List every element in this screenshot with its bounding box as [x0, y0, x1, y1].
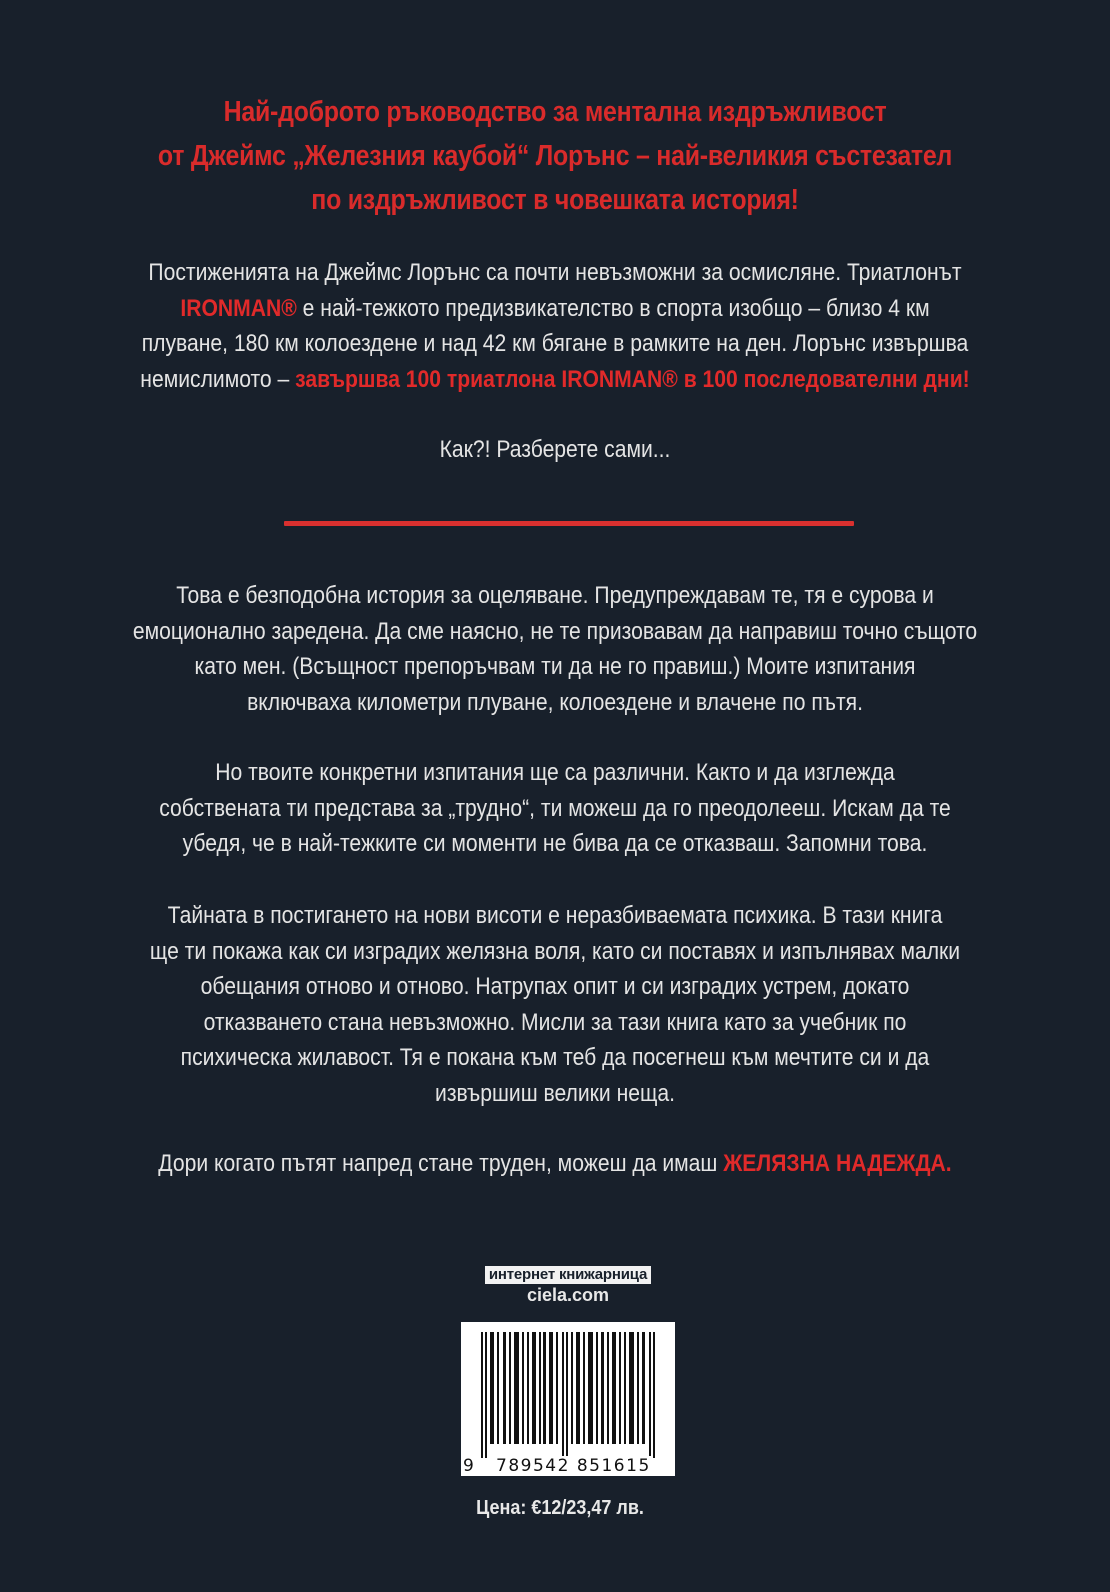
ironman-brand: IRONMAN® — [180, 294, 297, 322]
intro-paragraph — [40, 255, 1070, 397]
paragraph-line: включваха километри плуване, колоездене и влачене по пътя. — [247, 688, 863, 716]
isbn-barcode — [461, 1322, 675, 1476]
closing-text: Дори когато пътят напред стане труден, можеш да имаш — [158, 1150, 724, 1177]
intro-highlight: завършва 100 триатлона IRONMAN® в 100 последователни дни! — [295, 365, 970, 393]
headline — [129, 90, 980, 222]
quote-paragraph-3 — [40, 898, 1070, 1111]
paragraph-line: психическа жилавост. Тя е покана към теб да посегнеш към мечтите си и да — [180, 1044, 930, 1071]
paragraph-line — [102, 1146, 1008, 1182]
teaser-line — [40, 432, 1070, 468]
paragraph-line: обещания отново и отново. Натрупах опит и си изградих устрем, докато — [200, 973, 910, 1000]
paragraph-line: собствената ти представа за „трудно“, ти можеш да го преодолееш. Искам да те — [159, 794, 951, 822]
headline-line: от Джеймс „Железния каубой“ Лорънс – най-великия състезател — [157, 140, 953, 172]
isbn-prefix: 9 — [463, 1456, 476, 1476]
closing-highlight: ЖЕЛЯЗНА НАДЕЖДА. — [723, 1150, 952, 1177]
intro-line — [102, 291, 1008, 327]
quote-paragraph-2 — [40, 755, 1070, 862]
bookstore-site: ciela.com — [526, 1285, 610, 1305]
paragraph-line: Но твоите конкретни изпитания ще са различни. Както и да изглежда — [215, 759, 895, 786]
intro-text: е най-тежкото предизвикателство в спорта изобщо – близо 4 км — [296, 294, 930, 322]
bookstore-label — [468, 1266, 668, 1306]
headline-line: по издръжливост в човешката история! — [311, 184, 799, 216]
paragraph-line: ще ти покажа как си изградих желязна воля, като си поставях и изпълнявах малки — [149, 937, 961, 965]
paragraph-line: извършиш велики неща. — [435, 1079, 675, 1107]
teaser-text: Как?! Разберете сами... — [439, 436, 671, 463]
isbn-group-1: 789542 — [496, 1456, 570, 1476]
paragraph-line: емоционално заредена. Да сме наясно, не те призовавам да направиш точно същото — [132, 617, 978, 645]
paragraph-line: отказването стана невъзможно. Мисли за тази книга като за учебник по — [203, 1008, 907, 1036]
intro-line: Постиженията на Джеймс Лорънс са почти невъзможни за осмисляне. Триатлонът — [148, 259, 962, 286]
isbn-number — [463, 1456, 673, 1476]
paragraph-line: Това е безподобна история за оцеляване. Предупреждавам те, тя е сурова и — [176, 582, 934, 609]
paragraph-line: Тайната в постигането на нови висоти е неразбиваемата психика. В тази книга — [167, 902, 943, 929]
intro-line — [102, 362, 1008, 398]
closing-line — [40, 1146, 1070, 1182]
intro-text: немислимото – — [140, 365, 296, 393]
red-divider — [284, 521, 854, 526]
headline-line: Най-доброто ръководство за ментална издръжливост — [223, 96, 887, 128]
quote-paragraph-1 — [40, 578, 1070, 720]
bookstore-tag: интернет книжарница — [485, 1266, 651, 1284]
paragraph-line: като мен. (Всъщност препоръчвам ти да не го правиш.) Моите изпитания — [194, 653, 916, 680]
barcode-icon — [481, 1332, 657, 1458]
price-label: Цена: €12/23,47 лв. — [476, 1497, 644, 1519]
paragraph-line: убедя, че в най-тежките си моменти не бива да се отказваш. Запомни това. — [182, 830, 928, 857]
intro-line: плуване, 180 км колоездене и над 42 км бягане в рамките на ден. Лорънс извършва — [141, 330, 969, 357]
isbn-group-2: 851615 — [576, 1456, 651, 1476]
